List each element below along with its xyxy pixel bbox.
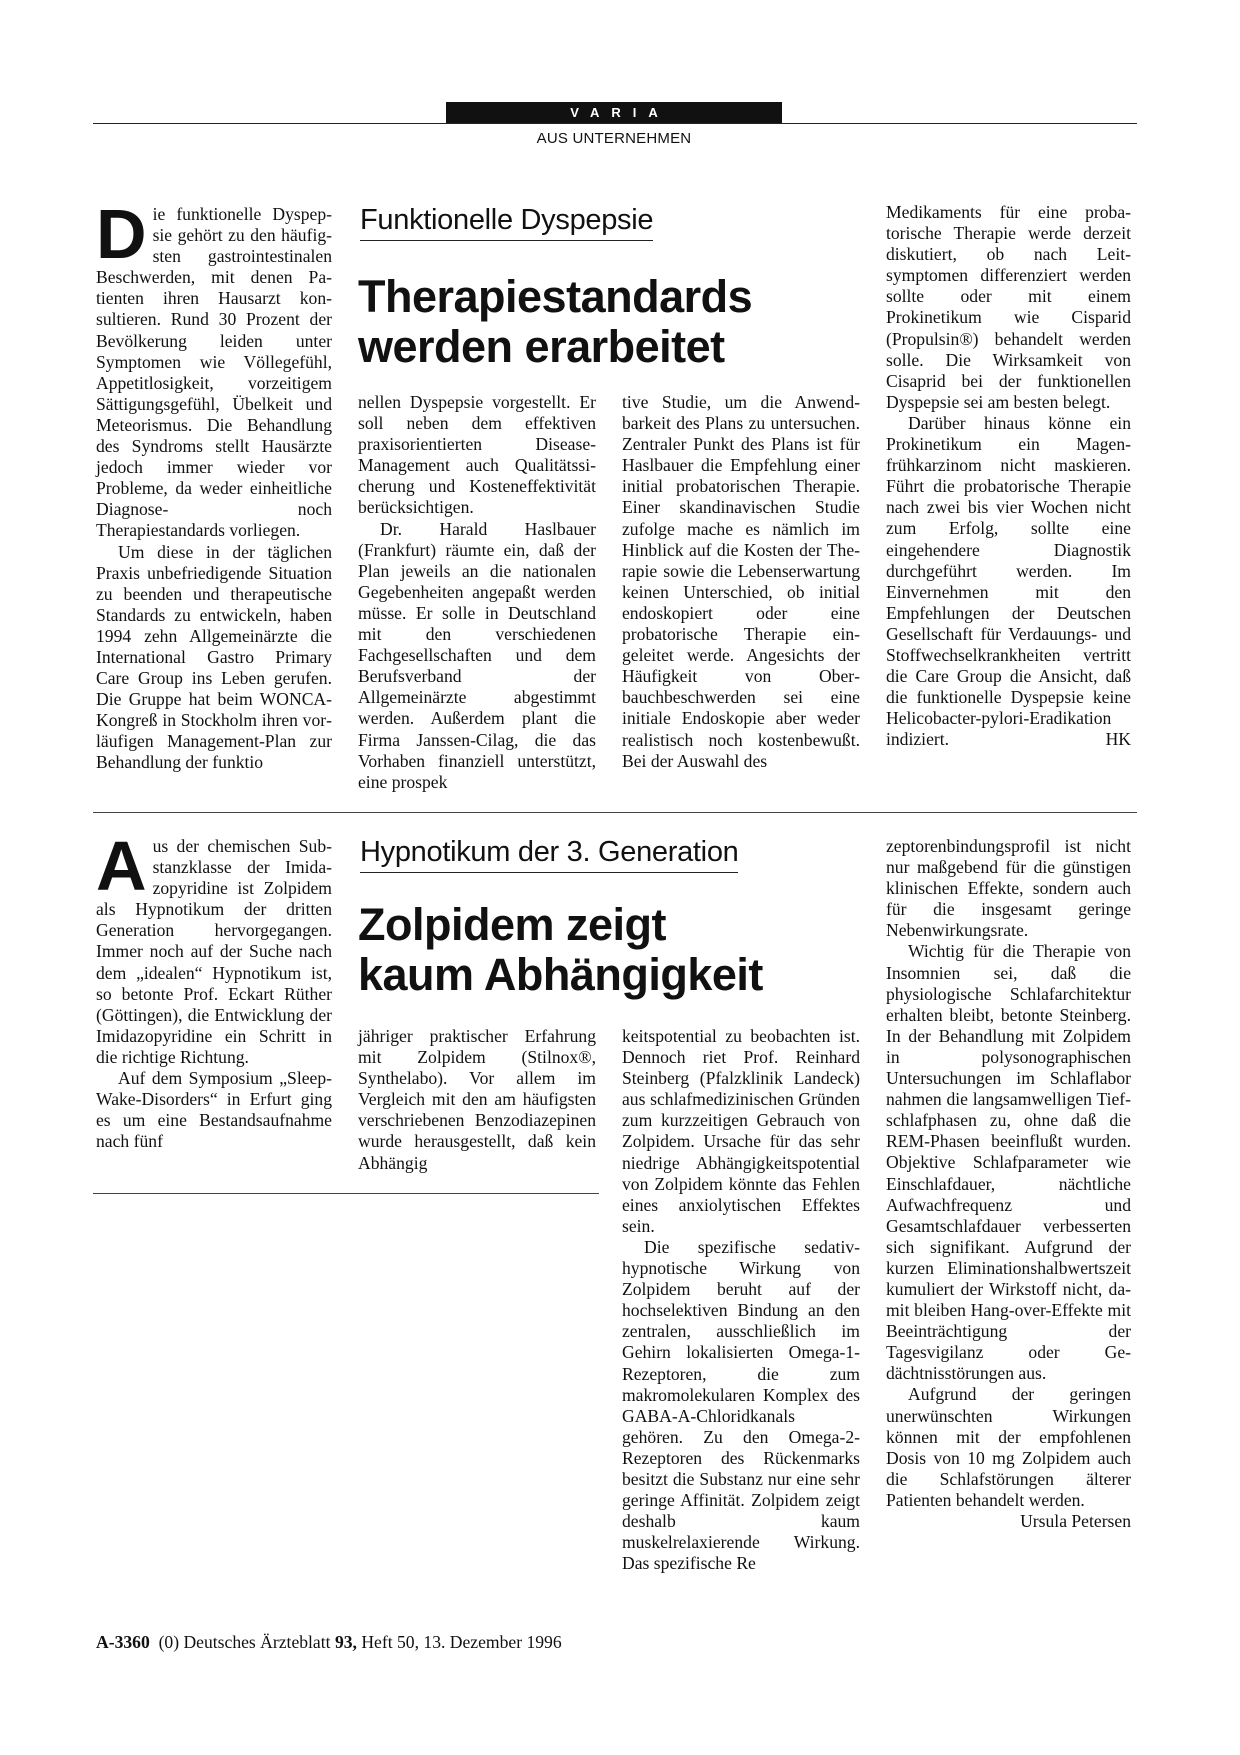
page-number: A-3360 xyxy=(96,1632,150,1652)
article2-col1-paragraph-1: us der chemischen Substanzklasse der Imidazopyridine ist Zolpidem als Hypnotikum der dritten Generation hervorgegangen. Immer noch auf der Suche nach dem „idealen“ Hypnotikum ist, so betonte Prof. Eckart Rüther (Göttingen), die Entwicklung der Imidazopyridine ein Schritt in die richtige Richtung. xyxy=(96,836,332,1067)
page-footer xyxy=(96,1632,562,1653)
article2-signature: Ursula Petersen xyxy=(1020,1511,1131,1531)
article1-col2-paragraph-1: nellen Dyspepsie vorgestellt. Er soll neben dem effektiven praxisorientierten Disease-Management auch Qualitätssicherung und Kosteneffektivität berücksichtigen. xyxy=(358,392,596,518)
article1-kicker: Funktionelle Dyspepsie xyxy=(360,202,653,241)
article2-headline-line1: Zolpidem zeigt xyxy=(358,899,666,950)
article1-headline-line1: Therapiestandards xyxy=(358,271,753,322)
article1-dropcap: D xyxy=(96,195,147,273)
article2-col3-paragraph-1: keitspotential zu beobachten ist. Dennoch riet Prof. Reinhard Steinberg (Pfalzklinik Landeck) aus schlafmedizinischen Gründen zum kurzzeitigen Gebrauch von Zolpidem. Ursache für das sehr niedrige Abhängigkeitspotential von Zolpidem könnte das Fehlen eines anxiolytischen Effektes sein. xyxy=(622,1026,860,1236)
article2-col4-paragraph-3-text: Aufgrund der geringen unerwünschten Wirkungen können mit der empfohlenen Dosis von 10 mg Zolpidem auch die Schlafstörungen älterer Patienten behandelt werden. xyxy=(886,1384,1131,1510)
article1-col2-paragraph-2: Dr. Harald Haslbauer (Frankfurt) räumte ein, daß der Plan jeweils an die nationalen Gegebenheiten angepaßt werden müsse. Er solle in Deutschland mit den verschiedenen Fachgesellschaften und dem Berufsverband der Allgemeinärzte abgestimmt werden. Außerdem plant die Firma Janssen-Cilag, die das Vorhaben finanziell unterstützt, eine prospek xyxy=(358,518,596,792)
article2-col4-paragraph-1: zeptorenbindungsprofil ist nicht nur maßgebend für die günstigen klinischen Effekte, sondern auch für die insgesamt geringe Nebenwirkungsrate. xyxy=(886,836,1131,941)
article1-column-2 xyxy=(358,392,596,793)
article2-col4-paragraph-3 xyxy=(886,1384,1131,1531)
article1-headline xyxy=(358,272,752,372)
article1-column-4 xyxy=(886,202,1131,750)
article2-col3-paragraph-2: Die spezifische sedativ-hypnotische Wirkung von Zolpidem beruht auf der hochselektiven Bindung an den zentralen, ausschließlich im Gehirn lokalisierten Omega-1-Rezeptoren, die zum makromolekularen Komplex des GABA-A-Chloridkanals gehören. Zu den Omega-2-Rezeptoren des Rückenmarks besitzt die Substanz nur eine sehr geringe Affinität. Zolpidem zeigt deshalb kaum muskelrelaxierende Wirkung. Das spezifische Re xyxy=(622,1236,860,1574)
footer-volume: 93, xyxy=(334,1632,357,1652)
article1-column-1 xyxy=(96,195,332,774)
article1-column-3 xyxy=(622,392,860,772)
article-divider xyxy=(93,812,1137,813)
article1-col4-paragraph-1: Medikaments für eine probatorische Therapie werde derzeit diskutiert, ob nach Leitsymptomen differenziert werden sollte oder mit einem Prokinetikum wie Cisparid (Propulsin®) behandelt werden solle. Die Wirksamkeit von Cisaprid bei der funktionellen Dyspepsie sei am besten belegt. xyxy=(886,202,1131,412)
article2-column-3 xyxy=(622,1026,860,1574)
article2-short-rule xyxy=(93,1193,599,1194)
article2-col2-paragraph-1: jähriger praktischer Erfahrung mit Zolpidem (Stilnox®, Synthelabo). Vor allem im Vergleich mit den am häufigsten verschriebenen Benzodiazepinen wurde herausgestellt, daß kein Abhängig xyxy=(358,1026,596,1173)
article1-col1-paragraph-1: ie funktionelle Dyspepsie gehört zu den häufigsten gastrointestinalen Beschwerden, mit denen Patienten ihren Hausarzt konsultieren. Rund 30 Prozent der Bevölkerung leiden unter Symptomen wie Völlegefühl, Appetitlosigkeit, vorzeitigem Sättigungsgefühl, Übelkeit und Meteorismus. Die Behandlung des Syndroms stellt Hausärzte jedoch immer wieder vor Probleme, da weder einheitliche Diagnose- noch Therapiestandards vorliegen. xyxy=(96,204,332,541)
article2-column-2 xyxy=(358,1026,596,1174)
article2-kicker: Hypnotikum der 3. Generation xyxy=(360,834,738,873)
footer-publication: (0) Deutsches Ärzteblatt xyxy=(158,1632,331,1652)
article1-col3-paragraph-1: tive Studie, um die Anwendbarkeit des Plans zu untersuchen. Zentraler Punkt des Plans ist für Haslbauer die Empfehlung einer initial probatorischen Therapie. Einer skandinavischen Studie zufolge mache es nämlich im Hinblick auf die Kosten der Therapie sowie die Lebenserwartung keinen Unterschied, ob initial endoskopiert oder eine probatorische Therapie eingeleitet werde. Angesichts der Häufigkeit von Oberbauchbeschwerden sei eine initiale Endoskopie aber weder realistisch noch kostenbewußt. Bei der Auswahl des xyxy=(622,392,860,771)
article2-dropcap: A xyxy=(96,827,147,905)
article1-headline-line2: werden erarbeitet xyxy=(358,321,725,372)
article2-column-1 xyxy=(96,827,332,1152)
section-label: AUS UNTERNEHMEN xyxy=(536,130,692,147)
article1-col4-paragraph-2-text: Darüber hinaus könne ein Prokinetikum ein Magenfrühkarzinom nicht maskieren. Führt die probatorische Therapie nach zwei bis vier Wochen nicht zum Erfolg, sollte eine eingehendere Diagnostik durchgeführt werden. Im Einvernehmen mit den Empfehlungen der Deutschen Gesellschaft für Verdauungs- und Stoffwechselkrankheiten vertritt die Care Group die Ansicht, daß die funktionelle Dyspepsie keine Helicobacter-pylori-Eradikation indiziert. xyxy=(886,412,1131,750)
footer-issue: Heft 50, 13. Dezember 1996 xyxy=(361,1632,562,1652)
article1-signature: HK xyxy=(1105,729,1131,750)
article1-col1-paragraph-2: Um diese in der täglichen Praxis unbefriedigende Situation zu beenden und therapeutische Standards zu entwickeln, haben 1994 zehn Allgemeinärzte die International Gastro Primary Care Group ins Leben gerufen. Die Gruppe hat beim WONCA-Kongreß in Stockholm ihren vorläufigen Management-Plan zur Behandlung der funktio xyxy=(96,541,332,773)
rubric-label: VARIA xyxy=(570,105,670,120)
article2-col4-paragraph-2: Wichtig für die Therapie von Insomnien sei, daß die physiologische Schlafarchitektur erhalten bleibt, betonte Steinberg. In der Behandlung mit Zolpidem in polysonographischen Untersuchungen im Schlaflabor nahmen die langsamwelligen Tiefschlafphasen zu, ohne daß die REM-Phasen beeinflußt wurden. Objektive Schlafparameter wie Einschlafdauer, nächtliche Aufwachfrequenz und Gesamtschlafdauer verbesserten sich signifikant. Aufgrund der kurzen Eliminationshalbwertszeit kumuliert der Wirkstoff nicht, damit bleiben Hang-over-Effekte mit Beeinträchtigung der Tagesvigilanz oder Gedächtnisstörungen aus. xyxy=(886,941,1131,1384)
header-rule xyxy=(93,123,1137,124)
article2-col1-paragraph-2: Auf dem Symposium „Sleep-Wake-Disorders“ in Erfurt ging es um eine Bestandsaufnahme nach fünf xyxy=(96,1068,332,1152)
article1-col4-paragraph-2 xyxy=(886,413,1131,751)
article2-column-4 xyxy=(886,836,1131,1532)
article2-headline xyxy=(358,900,763,1000)
rubric-bar xyxy=(446,102,782,123)
article2-headline-line2: kaum Abhängigkeit xyxy=(358,949,763,1000)
